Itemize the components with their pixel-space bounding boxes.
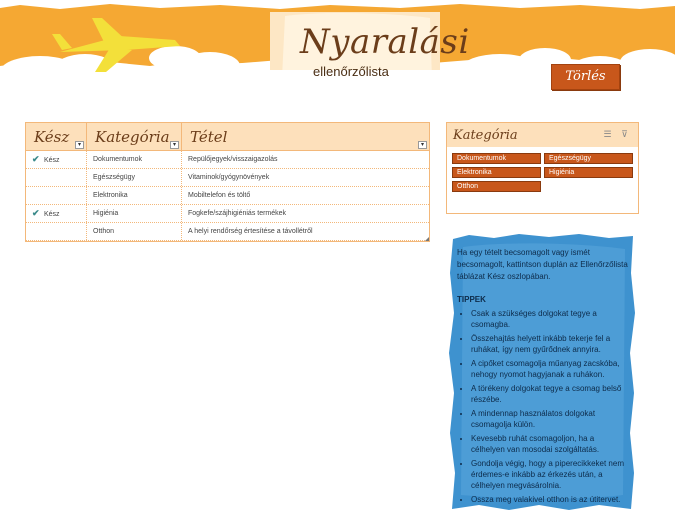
list-item: • A törékeny dolgokat tegye a csomag belső részébe.: [471, 383, 629, 405]
category-cell[interactable]: Dokumentumok: [87, 151, 182, 168]
multi-select-icon[interactable]: ☰: [603, 129, 612, 139]
list-item: • A cipőket csomagolja műanyag zacskóba, nehogy nyomot hagyjanak a ruhákon.: [471, 358, 629, 380]
slicer-title: Kategória: [453, 128, 518, 143]
item-cell[interactable]: Repülőjegyek/visszaigazolás: [188, 156, 278, 163]
item-cell[interactable]: A helyi rendőrség értesítése a távollétről: [188, 228, 313, 235]
tips-intro: Ha egy tételt becsomagolt vagy ismét becsomagolt, kattintson duplán az Ellenőrzőlista táblázat Kész oszlopában.: [457, 248, 628, 281]
table-resize-handle[interactable]: [425, 237, 429, 241]
category-slicer: [446, 122, 639, 214]
column-header-item: Tétel ▾: [182, 123, 429, 150]
done-cell[interactable]: ✔ Kész: [26, 151, 87, 168]
list-item: • Gondolja végig, hogy a piperecikkeket nem érdemes-e inkább az érkezés után, a célhelyen megvásárolnia.: [471, 458, 629, 491]
column-header-done: Kész ▾: [26, 123, 87, 150]
table-row: [26, 151, 429, 169]
slicer-item-higienia[interactable]: Higiénia: [544, 167, 633, 178]
slicer-item-otthon[interactable]: Otthon: [452, 181, 541, 192]
page-title: Nyaralási: [300, 22, 470, 62]
category-cell[interactable]: Egészségügy: [87, 169, 182, 186]
tips-panel: [449, 233, 635, 511]
category-cell[interactable]: Otthon: [87, 223, 182, 240]
slicer-item-elektronika[interactable]: Elektronika: [452, 167, 541, 178]
item-cell[interactable]: Fogkefe/szájhigiéniás termékek: [188, 210, 287, 217]
slicer-item-dokumentumok[interactable]: Dokumentumok: [452, 153, 541, 164]
page-subtitle: ellenőrzőlista: [313, 64, 389, 79]
clear-filter-icon[interactable]: ⊽: [621, 129, 628, 139]
done-cell[interactable]: [26, 223, 87, 240]
table-row: [26, 169, 429, 187]
list-item: • Csak a szükséges dolgokat tegye a csomagba.: [471, 308, 629, 330]
category-cell[interactable]: Elektronika: [87, 187, 182, 204]
checklist-table: [25, 122, 430, 242]
table-row: [26, 223, 429, 241]
checkmark-icon: ✔: [32, 208, 40, 218]
item-cell[interactable]: Mobiltelefon és töltő: [188, 192, 251, 199]
list-item: • A mindennap használatos dolgokat csomagolja külön.: [471, 408, 629, 430]
table-header: [26, 123, 429, 151]
done-cell[interactable]: [26, 169, 87, 186]
column-header-category: Kategória ▾: [87, 123, 182, 150]
filter-dropdown-icon[interactable]: ▾: [170, 141, 179, 149]
done-cell[interactable]: ✔ Kész: [26, 205, 87, 222]
clear-button[interactable]: Törlés: [551, 64, 620, 90]
header-banner: [0, 0, 675, 110]
tips-list: [457, 308, 629, 505]
tips-content: [457, 247, 629, 508]
list-item: • Kevesebb ruhát csomagoljon, ha a célhelyen van mosodai szolgáltatás.: [471, 433, 629, 455]
filter-dropdown-icon[interactable]: ▾: [75, 141, 84, 149]
table-row: [26, 205, 429, 223]
done-cell[interactable]: [26, 187, 87, 204]
filter-dropdown-icon[interactable]: ▾: [418, 141, 427, 149]
checkmark-icon: ✔: [32, 154, 40, 164]
slicer-header: [447, 123, 638, 147]
category-cell[interactable]: Higiénia: [87, 205, 182, 222]
list-item: • Ossza meg valakivel otthon is az útitervet.: [471, 494, 629, 505]
item-cell[interactable]: Vitaminok/gyógynövények: [188, 174, 270, 181]
table-row: [26, 187, 429, 205]
slicer-item-egeszsegugy[interactable]: Egészségügy: [544, 153, 633, 164]
list-item: • Összehajtás helyett inkább tekerje fel a ruhákat, így nem gyűrődnek annyira.: [471, 333, 629, 355]
tips-heading: TIPPEK: [457, 295, 486, 304]
